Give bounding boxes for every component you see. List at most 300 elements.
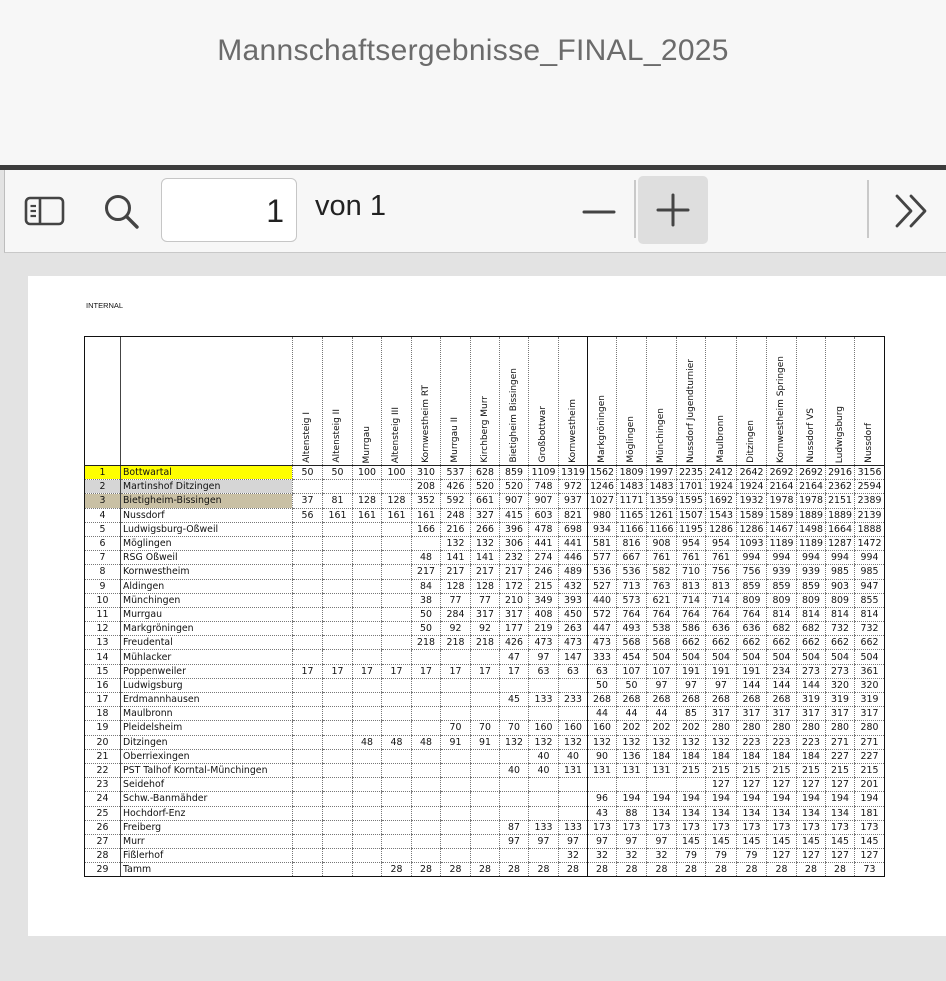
score-cell: 100 (353, 466, 382, 480)
score-cell: 73 (855, 863, 885, 877)
team-cell: Oberriexingen (121, 749, 293, 763)
score-cell: 132 (706, 735, 737, 749)
score-cell: 859 (797, 579, 826, 593)
score-cell: 268 (706, 693, 737, 707)
score-cell: 3156 (855, 466, 885, 480)
score-cell: 184 (737, 749, 767, 763)
score-cell: 2389 (855, 494, 885, 508)
score-cell: 1978 (797, 494, 826, 508)
score-cell: 50 (412, 622, 441, 636)
team-cell: Ditzingen (121, 735, 293, 749)
score-cell: 173 (588, 820, 617, 834)
score-cell (471, 763, 500, 777)
score-cell: 1978 (767, 494, 797, 508)
score-cell: 77 (441, 593, 471, 607)
score-cell: 352 (412, 494, 441, 508)
score-cell: 855 (855, 593, 885, 607)
sidebar-toggle-button[interactable] (23, 194, 67, 228)
column-header (588, 337, 617, 466)
score-cell: 903 (826, 579, 855, 593)
team-cell: Ludwigsburg (121, 678, 293, 692)
score-cell: 450 (559, 607, 588, 621)
score-cell: 586 (677, 622, 706, 636)
score-cell: 907 (529, 494, 559, 508)
score-cell: 1286 (737, 522, 767, 536)
score-cell: 131 (647, 763, 677, 777)
score-cell: 215 (706, 763, 737, 777)
column-header (706, 337, 737, 466)
score-cell (323, 749, 353, 763)
score-cell: 809 (737, 593, 767, 607)
score-cell: 97 (706, 678, 737, 692)
score-cell: 201 (855, 778, 885, 792)
score-cell: 28 (767, 863, 797, 877)
score-cell: 2151 (826, 494, 855, 508)
score-cell (293, 863, 323, 877)
column-header (647, 337, 677, 466)
score-cell: 132 (647, 735, 677, 749)
score-cell: 2692 (767, 466, 797, 480)
table-row (85, 622, 885, 636)
score-cell: 40 (559, 749, 588, 763)
score-cell (382, 707, 412, 721)
score-cell: 813 (677, 579, 706, 593)
score-cell: 280 (737, 721, 767, 735)
score-cell: 160 (559, 721, 588, 735)
score-cell: 809 (767, 593, 797, 607)
score-cell (441, 707, 471, 721)
score-cell: 145 (826, 834, 855, 848)
score-cell: 92 (441, 622, 471, 636)
score-cell: 70 (500, 721, 529, 735)
score-cell (382, 834, 412, 848)
score-cell (323, 778, 353, 792)
page-number-input[interactable]: 1 (161, 178, 297, 242)
team-cell: Erdmannhausen (121, 693, 293, 707)
score-cell (353, 707, 382, 721)
table-row (85, 494, 885, 508)
column-header-label: Altensteig I (302, 412, 312, 463)
score-cell (617, 778, 647, 792)
score-cell: 764 (647, 607, 677, 621)
score-cell: 92 (471, 622, 500, 636)
score-cell (293, 721, 323, 735)
score-cell (293, 607, 323, 621)
score-cell: 1287 (826, 536, 855, 550)
zoom-in-button[interactable] (638, 176, 708, 244)
score-cell: 1483 (647, 480, 677, 494)
score-cell (353, 693, 382, 707)
score-cell: 628 (471, 466, 500, 480)
score-cell: 161 (353, 508, 382, 522)
score-cell: 50 (412, 607, 441, 621)
score-cell: 536 (617, 565, 647, 579)
score-cell: 698 (559, 522, 588, 536)
score-cell: 537 (441, 466, 471, 480)
score-cell: 28 (500, 863, 529, 877)
score-cell (412, 678, 441, 692)
score-cell: 268 (617, 693, 647, 707)
score-cell (441, 749, 471, 763)
score-cell: 32 (617, 849, 647, 863)
score-cell: 131 (559, 763, 588, 777)
score-cell: 859 (500, 466, 529, 480)
score-cell: 408 (529, 607, 559, 621)
score-cell: 2916 (826, 466, 855, 480)
score-cell: 994 (797, 551, 826, 565)
rank-cell: 28 (85, 849, 121, 863)
score-cell: 581 (588, 536, 617, 550)
score-cell (471, 806, 500, 820)
rank-cell: 3 (85, 494, 121, 508)
score-cell: 194 (797, 792, 826, 806)
column-header (617, 337, 647, 466)
score-cell: 1562 (588, 466, 617, 480)
score-cell: 97 (647, 834, 677, 848)
score-cell: 88 (617, 806, 647, 820)
toolbar-divider (867, 180, 869, 238)
score-cell (353, 579, 382, 593)
score-cell: 396 (500, 522, 529, 536)
score-cell: 28 (617, 863, 647, 877)
score-cell: 2692 (797, 466, 826, 480)
rank-cell: 1 (85, 466, 121, 480)
score-cell (323, 820, 353, 834)
score-cell: 184 (706, 749, 737, 763)
score-cell (382, 749, 412, 763)
score-cell: 2164 (767, 480, 797, 494)
column-header-label: Altensteig II (332, 409, 342, 463)
score-cell (293, 480, 323, 494)
score-cell: 161 (323, 508, 353, 522)
score-cell (323, 678, 353, 692)
score-cell: 132 (500, 735, 529, 749)
score-cell: 761 (647, 551, 677, 565)
score-cell: 268 (737, 693, 767, 707)
team-cell: Murrgau (121, 607, 293, 621)
column-header-label: Ditzingen (746, 420, 756, 463)
more-tools-button[interactable] (889, 190, 933, 232)
score-cell: 582 (647, 565, 677, 579)
score-cell (323, 607, 353, 621)
table-row (85, 863, 885, 877)
team-cell: Markgröningen (121, 622, 293, 636)
score-cell (677, 778, 706, 792)
score-cell: 227 (826, 749, 855, 763)
column-header-label: Nussdorf VS (805, 408, 816, 463)
score-cell: 319 (797, 693, 826, 707)
score-cell (441, 763, 471, 777)
score-cell: 87 (500, 820, 529, 834)
score-cell (412, 650, 441, 664)
score-cell (323, 693, 353, 707)
score-cell: 215 (737, 763, 767, 777)
score-cell (471, 707, 500, 721)
score-cell: 714 (677, 593, 706, 607)
table-row (85, 664, 885, 678)
score-cell (353, 820, 382, 834)
score-cell: 1189 (797, 536, 826, 550)
score-cell: 127 (826, 778, 855, 792)
score-cell: 1932 (737, 494, 767, 508)
score-cell (353, 536, 382, 550)
score-cell: 127 (797, 778, 826, 792)
score-cell: 393 (559, 593, 588, 607)
score-cell (382, 480, 412, 494)
score-cell (412, 820, 441, 834)
sidebar-toggle-icon (23, 194, 67, 228)
score-cell: 90 (588, 749, 617, 763)
score-cell: 223 (767, 735, 797, 749)
score-cell: 227 (855, 749, 885, 763)
score-cell: 268 (677, 693, 706, 707)
score-cell: 40 (500, 763, 529, 777)
score-cell: 173 (617, 820, 647, 834)
score-cell: 504 (767, 650, 797, 664)
score-cell (353, 721, 382, 735)
plus-icon (638, 176, 708, 244)
score-cell: 161 (382, 508, 412, 522)
score-cell (323, 565, 353, 579)
score-cell: 96 (588, 792, 617, 806)
score-cell (353, 551, 382, 565)
score-cell (412, 693, 441, 707)
team-cell: Mühlacker (121, 650, 293, 664)
score-cell: 814 (797, 607, 826, 621)
score-cell: 447 (588, 622, 617, 636)
score-cell (382, 650, 412, 664)
rank-cell: 13 (85, 636, 121, 650)
score-cell (293, 792, 323, 806)
score-cell: 1543 (706, 508, 737, 522)
table-row (85, 636, 885, 650)
score-cell: 349 (529, 593, 559, 607)
score-cell (412, 749, 441, 763)
score-cell: 636 (737, 622, 767, 636)
score-cell: 682 (797, 622, 826, 636)
score-cell: 131 (617, 763, 647, 777)
score-cell: 939 (767, 565, 797, 579)
score-cell (500, 806, 529, 820)
score-cell: 134 (767, 806, 797, 820)
score-cell: 97 (647, 678, 677, 692)
table-row (85, 693, 885, 707)
score-cell: 573 (617, 593, 647, 607)
score-cell (471, 778, 500, 792)
score-cell (412, 849, 441, 863)
score-cell: 1589 (737, 508, 767, 522)
score-cell (441, 650, 471, 664)
score-cell: 732 (855, 622, 885, 636)
score-cell (323, 834, 353, 848)
score-cell: 333 (588, 650, 617, 664)
score-cell: 273 (797, 664, 826, 678)
score-cell: 504 (647, 650, 677, 664)
score-cell (471, 849, 500, 863)
score-cell (353, 849, 382, 863)
score-cell: 127 (855, 849, 885, 863)
score-cell: 160 (588, 721, 617, 735)
score-cell: 280 (826, 721, 855, 735)
rank-cell: 9 (85, 579, 121, 593)
score-cell (353, 650, 382, 664)
table-row (85, 551, 885, 565)
score-cell: 32 (588, 849, 617, 863)
score-cell: 934 (588, 522, 617, 536)
score-cell (353, 565, 382, 579)
score-cell: 173 (767, 820, 797, 834)
score-cell: 172 (500, 579, 529, 593)
score-cell (529, 849, 559, 863)
table-row (85, 792, 885, 806)
team-cell: Ludwigsburg-Oßweil (121, 522, 293, 536)
score-cell: 317 (737, 707, 767, 721)
score-cell: 320 (855, 678, 885, 692)
score-cell: 667 (617, 551, 647, 565)
score-cell (353, 522, 382, 536)
score-cell (471, 749, 500, 763)
score-cell (471, 650, 500, 664)
team-cell: PST Talhof Korntal-Münchingen (121, 763, 293, 777)
score-cell: 48 (412, 735, 441, 749)
score-cell: 592 (441, 494, 471, 508)
team-cell: Nussdorf (121, 508, 293, 522)
rank-cell: 19 (85, 721, 121, 735)
score-cell: 173 (677, 820, 706, 834)
rank-cell: 8 (85, 565, 121, 579)
score-cell (529, 778, 559, 792)
team-cell: Kornwestheim (121, 565, 293, 579)
score-cell: 761 (677, 551, 706, 565)
team-cell: Seidehof (121, 778, 293, 792)
score-cell (441, 693, 471, 707)
score-cell: 132 (529, 735, 559, 749)
score-cell: 134 (706, 806, 737, 820)
team-cell: Aldingen (121, 579, 293, 593)
score-cell: 28 (471, 863, 500, 877)
score-cell: 48 (412, 551, 441, 565)
score-cell (382, 678, 412, 692)
zoom-out-button[interactable] (581, 192, 617, 230)
pdf-toolbar (4, 170, 946, 253)
score-cell: 127 (826, 849, 855, 863)
column-header-label: Murrgau (361, 425, 372, 463)
team-cell: Maulbronn (121, 707, 293, 721)
score-cell: 662 (677, 636, 706, 650)
score-cell (529, 806, 559, 820)
table-row (85, 522, 885, 536)
score-cell: 56 (293, 508, 323, 522)
rank-cell: 29 (85, 863, 121, 877)
score-cell: 761 (706, 551, 737, 565)
score-cell: 1189 (767, 536, 797, 550)
score-cell: 1498 (797, 522, 826, 536)
score-cell (293, 593, 323, 607)
column-header (293, 337, 323, 466)
rank-cell: 26 (85, 820, 121, 834)
score-cell: 636 (706, 622, 737, 636)
score-cell: 994 (855, 551, 885, 565)
score-cell: 218 (441, 636, 471, 650)
table-row (85, 607, 885, 621)
score-cell: 520 (471, 480, 500, 494)
search-button[interactable] (101, 192, 141, 232)
score-cell: 215 (767, 763, 797, 777)
score-cell: 134 (647, 806, 677, 820)
score-cell (382, 636, 412, 650)
score-cell: 202 (617, 721, 647, 735)
score-cell: 821 (559, 508, 588, 522)
score-cell: 218 (471, 636, 500, 650)
score-cell: 184 (797, 749, 826, 763)
column-header-label: Möglingen (626, 416, 636, 463)
column-header-label: Markgröningen (596, 395, 607, 463)
score-cell: 1701 (677, 480, 706, 494)
column-header-label: Murrgau II (450, 417, 460, 463)
score-cell: 954 (706, 536, 737, 550)
column-header-label: Bietigheim Bissingen (508, 368, 519, 463)
score-cell: 28 (382, 863, 412, 877)
score-cell (293, 778, 323, 792)
rank-cell: 6 (85, 536, 121, 550)
score-cell: 268 (588, 693, 617, 707)
score-cell (353, 607, 382, 621)
column-header-label: Kornwestheim Springen (776, 356, 786, 463)
score-cell: 1286 (706, 522, 737, 536)
score-cell: 662 (855, 636, 885, 650)
score-cell: 202 (647, 721, 677, 735)
score-cell: 17 (353, 664, 382, 678)
score-cell: 28 (706, 863, 737, 877)
score-cell: 317 (855, 707, 885, 721)
score-cell: 661 (471, 494, 500, 508)
table-row (85, 480, 885, 494)
score-cell (323, 480, 353, 494)
score-cell (323, 593, 353, 607)
score-cell: 1483 (617, 480, 647, 494)
score-cell: 504 (855, 650, 885, 664)
score-cell: 17 (412, 664, 441, 678)
score-cell: 173 (706, 820, 737, 834)
header-rank (85, 337, 121, 466)
team-cell: Freiberg (121, 820, 293, 834)
score-cell (441, 778, 471, 792)
score-cell: 28 (797, 863, 826, 877)
score-cell: 1467 (767, 522, 797, 536)
score-cell: 1888 (855, 522, 885, 536)
rank-cell: 18 (85, 707, 121, 721)
score-cell (293, 820, 323, 834)
score-cell: 1195 (677, 522, 706, 536)
score-cell (353, 806, 382, 820)
score-cell (293, 536, 323, 550)
score-cell: 504 (797, 650, 826, 664)
score-cell: 1472 (855, 536, 885, 550)
score-cell (382, 522, 412, 536)
score-cell: 184 (647, 749, 677, 763)
rank-cell: 23 (85, 778, 121, 792)
score-cell (382, 622, 412, 636)
score-cell (323, 863, 353, 877)
score-cell (441, 678, 471, 692)
rank-cell: 17 (85, 693, 121, 707)
column-header (559, 337, 588, 466)
score-cell: 319 (855, 693, 885, 707)
score-cell (353, 480, 382, 494)
classification-label: INTERNAL (86, 301, 124, 310)
score-cell: 134 (677, 806, 706, 820)
score-cell: 234 (767, 664, 797, 678)
